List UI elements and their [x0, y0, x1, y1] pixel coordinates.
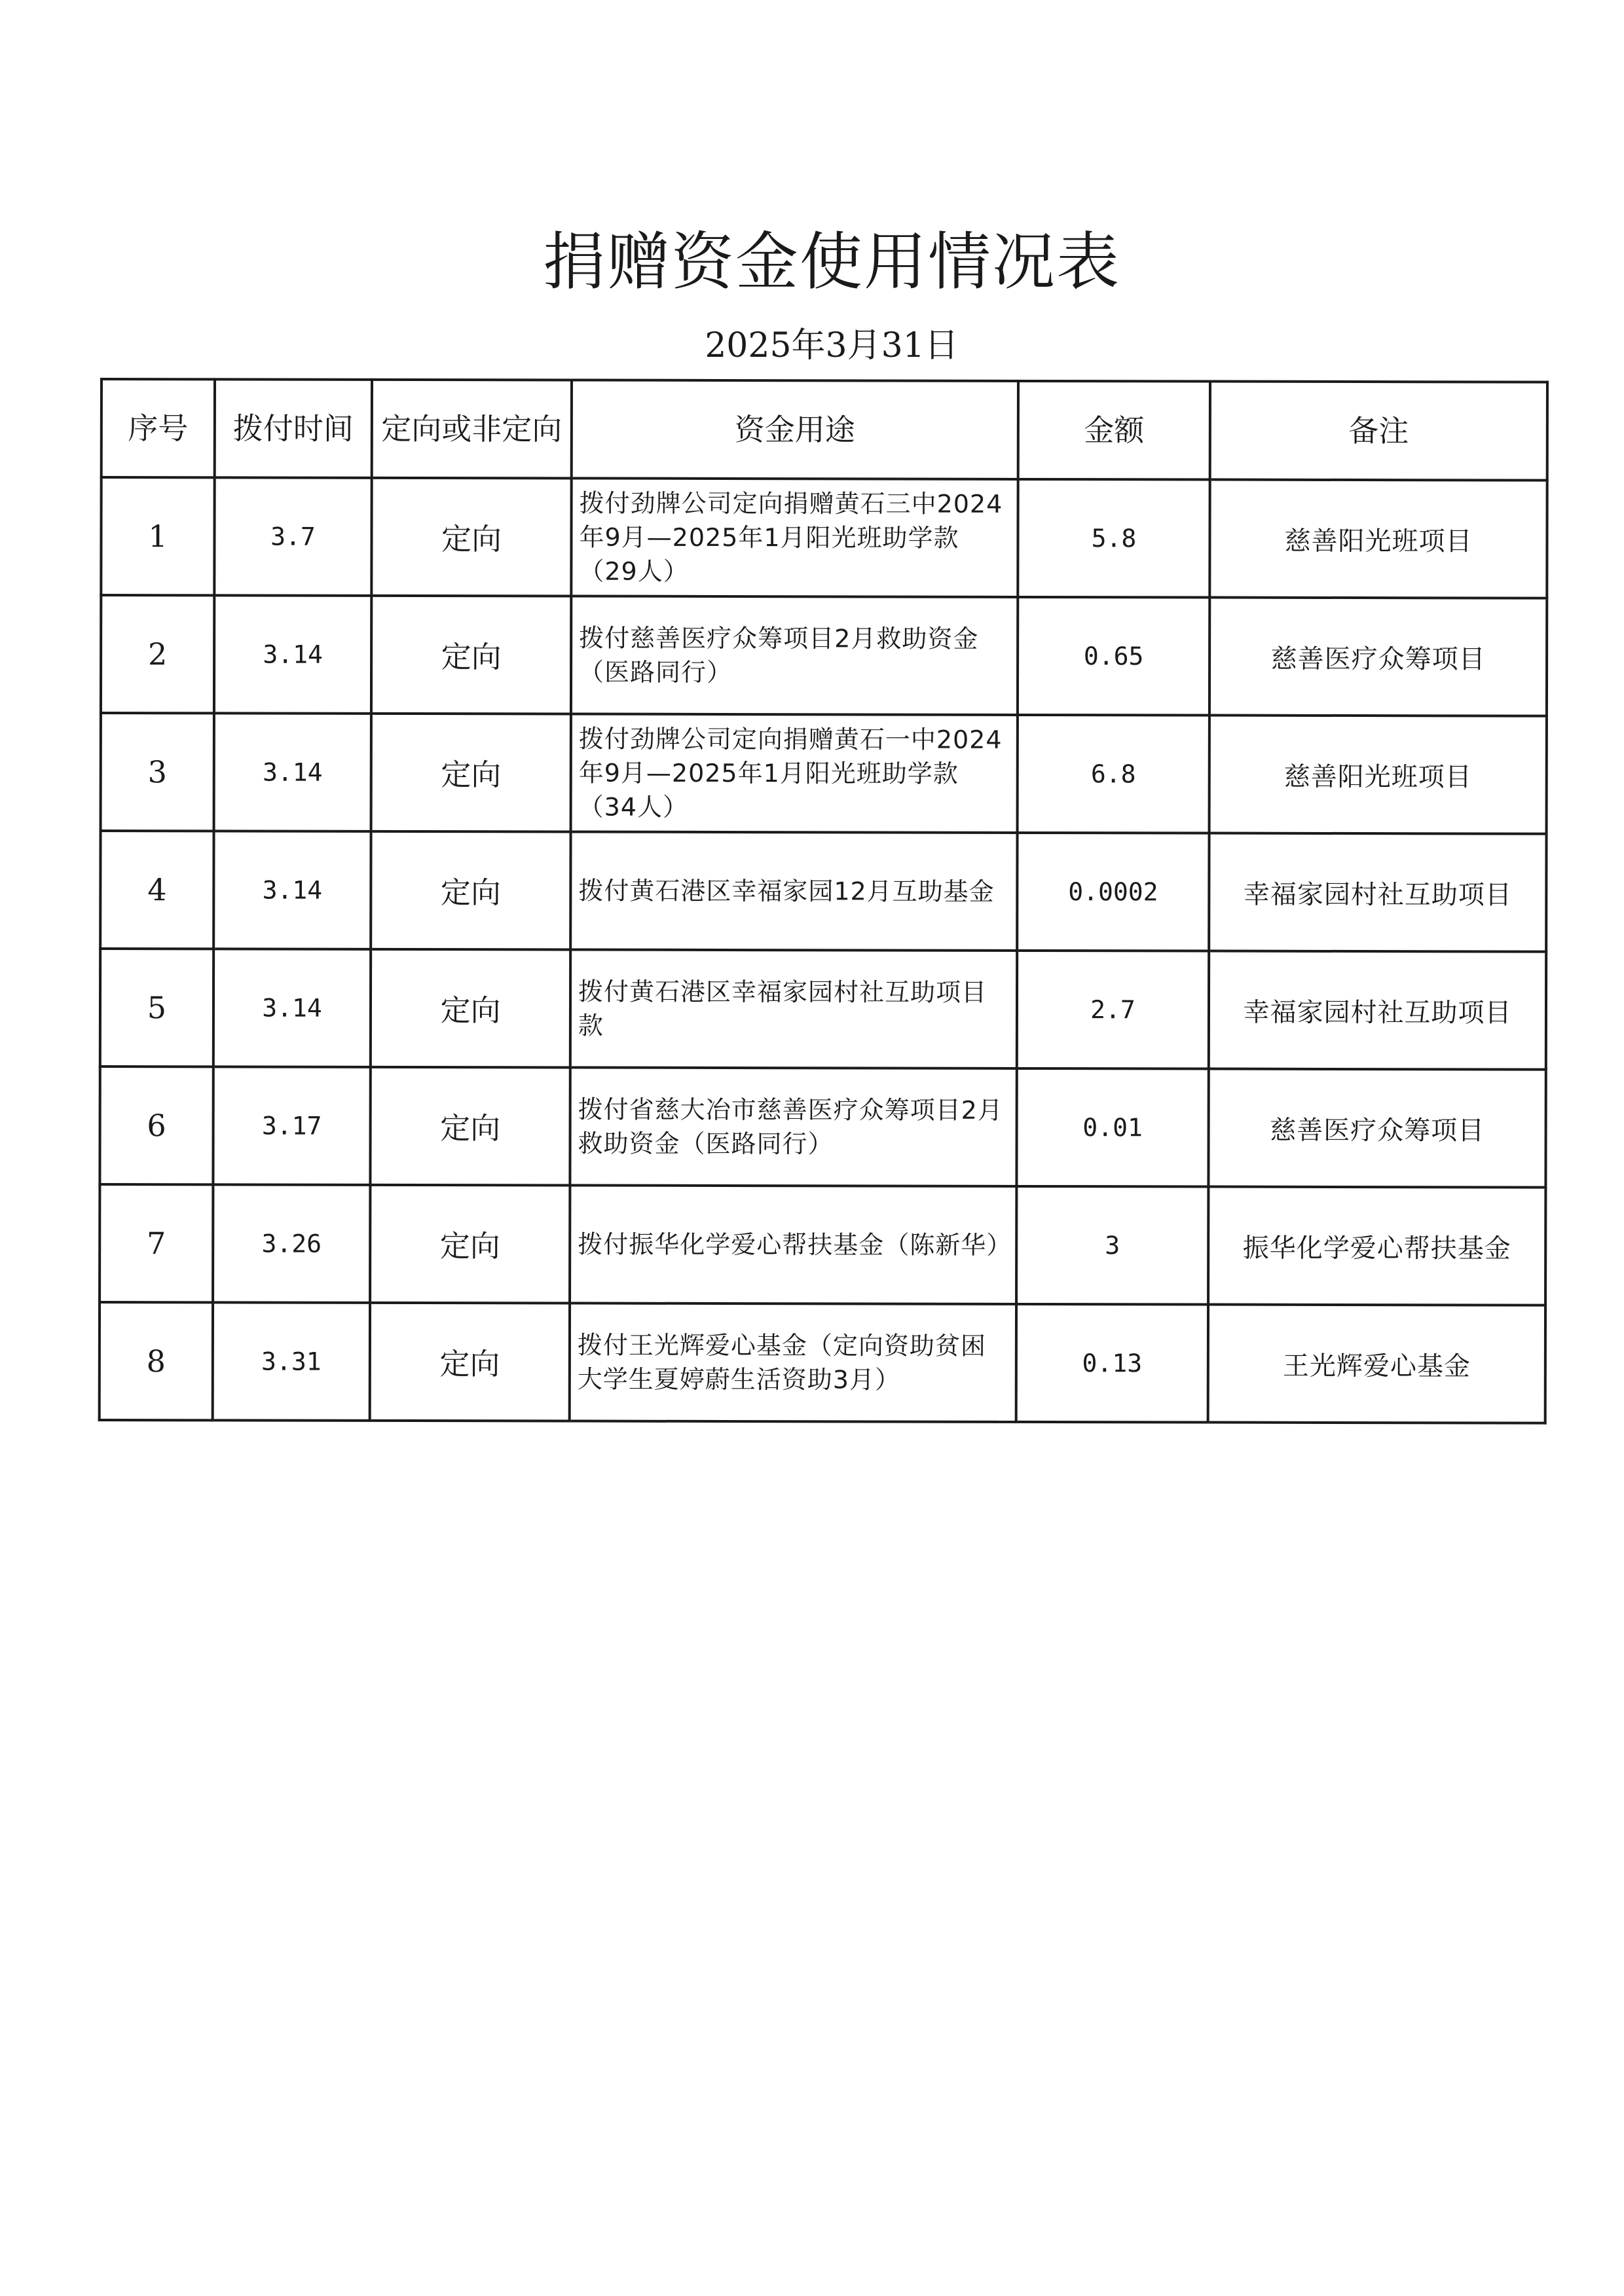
row-note: 慈善阳光班项目 — [1209, 480, 1547, 598]
table-row — [101, 713, 1547, 834]
row-time: 3.17 — [213, 1066, 370, 1185]
row-amount: 0.13 — [1016, 1304, 1208, 1423]
row-time: 3.26 — [213, 1184, 370, 1303]
row-usage: 拨付劲牌公司定向捐赠黄石一中2024年9月—2025年1月阳光班助学款（34人） — [571, 714, 1018, 833]
row-usage: 拨付振华化学爱心帮扶基金（陈新华） — [570, 1186, 1016, 1304]
table-row — [101, 477, 1547, 598]
row-seq: 6 — [100, 1066, 213, 1184]
row-amount: 0.01 — [1016, 1068, 1208, 1187]
row-time: 3.14 — [214, 713, 371, 831]
row-seq: 8 — [100, 1302, 213, 1420]
row-seq: 4 — [100, 831, 213, 949]
header-amount: 金额 — [1018, 381, 1210, 480]
row-seq: 2 — [101, 595, 214, 713]
row-note: 慈善阳光班项目 — [1209, 716, 1547, 834]
row-note: 慈善医疗众筹项目 — [1208, 1069, 1545, 1188]
table-row — [100, 831, 1546, 952]
row-time: 3.31 — [213, 1302, 370, 1421]
row-note: 幸福家园村社互助项目 — [1209, 951, 1546, 1070]
table-row — [100, 1184, 1545, 1305]
row-usage: 拨付省慈大冶市慈善医疗众筹项目2月救助资金（医路同行） — [570, 1068, 1016, 1186]
row-direction: 定向 — [371, 714, 571, 832]
row-direction: 定向 — [371, 596, 571, 714]
row-seq: 1 — [101, 477, 214, 595]
row-time: 3.14 — [213, 949, 371, 1067]
table-row — [100, 949, 1546, 1070]
row-note: 振华化学爱心帮扶基金 — [1208, 1187, 1545, 1305]
row-usage: 拨付王光辉爱心基金（定向资助贫困大学生夏婷蔚生活资助3月） — [570, 1303, 1016, 1422]
header-seq: 序号 — [101, 379, 215, 477]
row-amount: 6.8 — [1018, 715, 1209, 833]
row-usage: 拨付黄石港区幸福家园村社互助项目款 — [570, 950, 1017, 1068]
row-direction: 定向 — [371, 478, 571, 596]
table-header-row — [101, 379, 1547, 481]
table-row — [100, 1066, 1545, 1188]
row-amount: 2.7 — [1017, 951, 1209, 1069]
header-time: 拨付时间 — [215, 379, 372, 478]
header-direction — [372, 380, 572, 479]
header-note: 备注 — [1210, 382, 1547, 481]
row-seq: 7 — [100, 1184, 213, 1302]
row-time: 3.14 — [213, 831, 371, 949]
row-note: 幸福家园村社互助项目 — [1209, 833, 1546, 952]
row-amount: 0.65 — [1018, 597, 1209, 716]
row-seq: 5 — [100, 949, 213, 1066]
row-amount: 5.8 — [1018, 479, 1209, 598]
row-amount: 3 — [1016, 1186, 1208, 1305]
row-usage: 拨付黄石港区幸福家园12月互助基金 — [570, 832, 1017, 951]
document-title: 捐赠资金使用情况表 — [543, 225, 1120, 299]
row-direction: 定向 — [370, 1067, 570, 1186]
row-amount: 0.0002 — [1017, 833, 1209, 951]
row-direction: 定向 — [370, 1185, 570, 1303]
header-direction-label: 定向或非定向 — [381, 410, 563, 447]
row-usage: 拨付慈善医疗众筹项目2月救助资金（医路同行） — [571, 596, 1018, 715]
row-direction: 定向 — [371, 831, 570, 950]
row-time: 3.7 — [214, 477, 371, 596]
row-note: 慈善医疗众筹项目 — [1209, 598, 1547, 716]
row-note: 王光辉爱心基金 — [1208, 1305, 1545, 1423]
header-usage: 资金用途 — [572, 380, 1018, 479]
row-time: 3.14 — [214, 595, 371, 714]
row-seq: 3 — [101, 713, 214, 831]
table-row — [101, 595, 1547, 716]
row-direction: 定向 — [371, 949, 570, 1068]
donation-usage-table — [98, 378, 1549, 1425]
row-usage: 拨付劲牌公司定向捐赠黄石三中2024年9月—2025年1月阳光班助学款（29人） — [571, 479, 1018, 597]
document-date: 2025年3月31日 — [705, 326, 959, 365]
table-row — [100, 1302, 1545, 1423]
row-direction: 定向 — [370, 1303, 570, 1421]
